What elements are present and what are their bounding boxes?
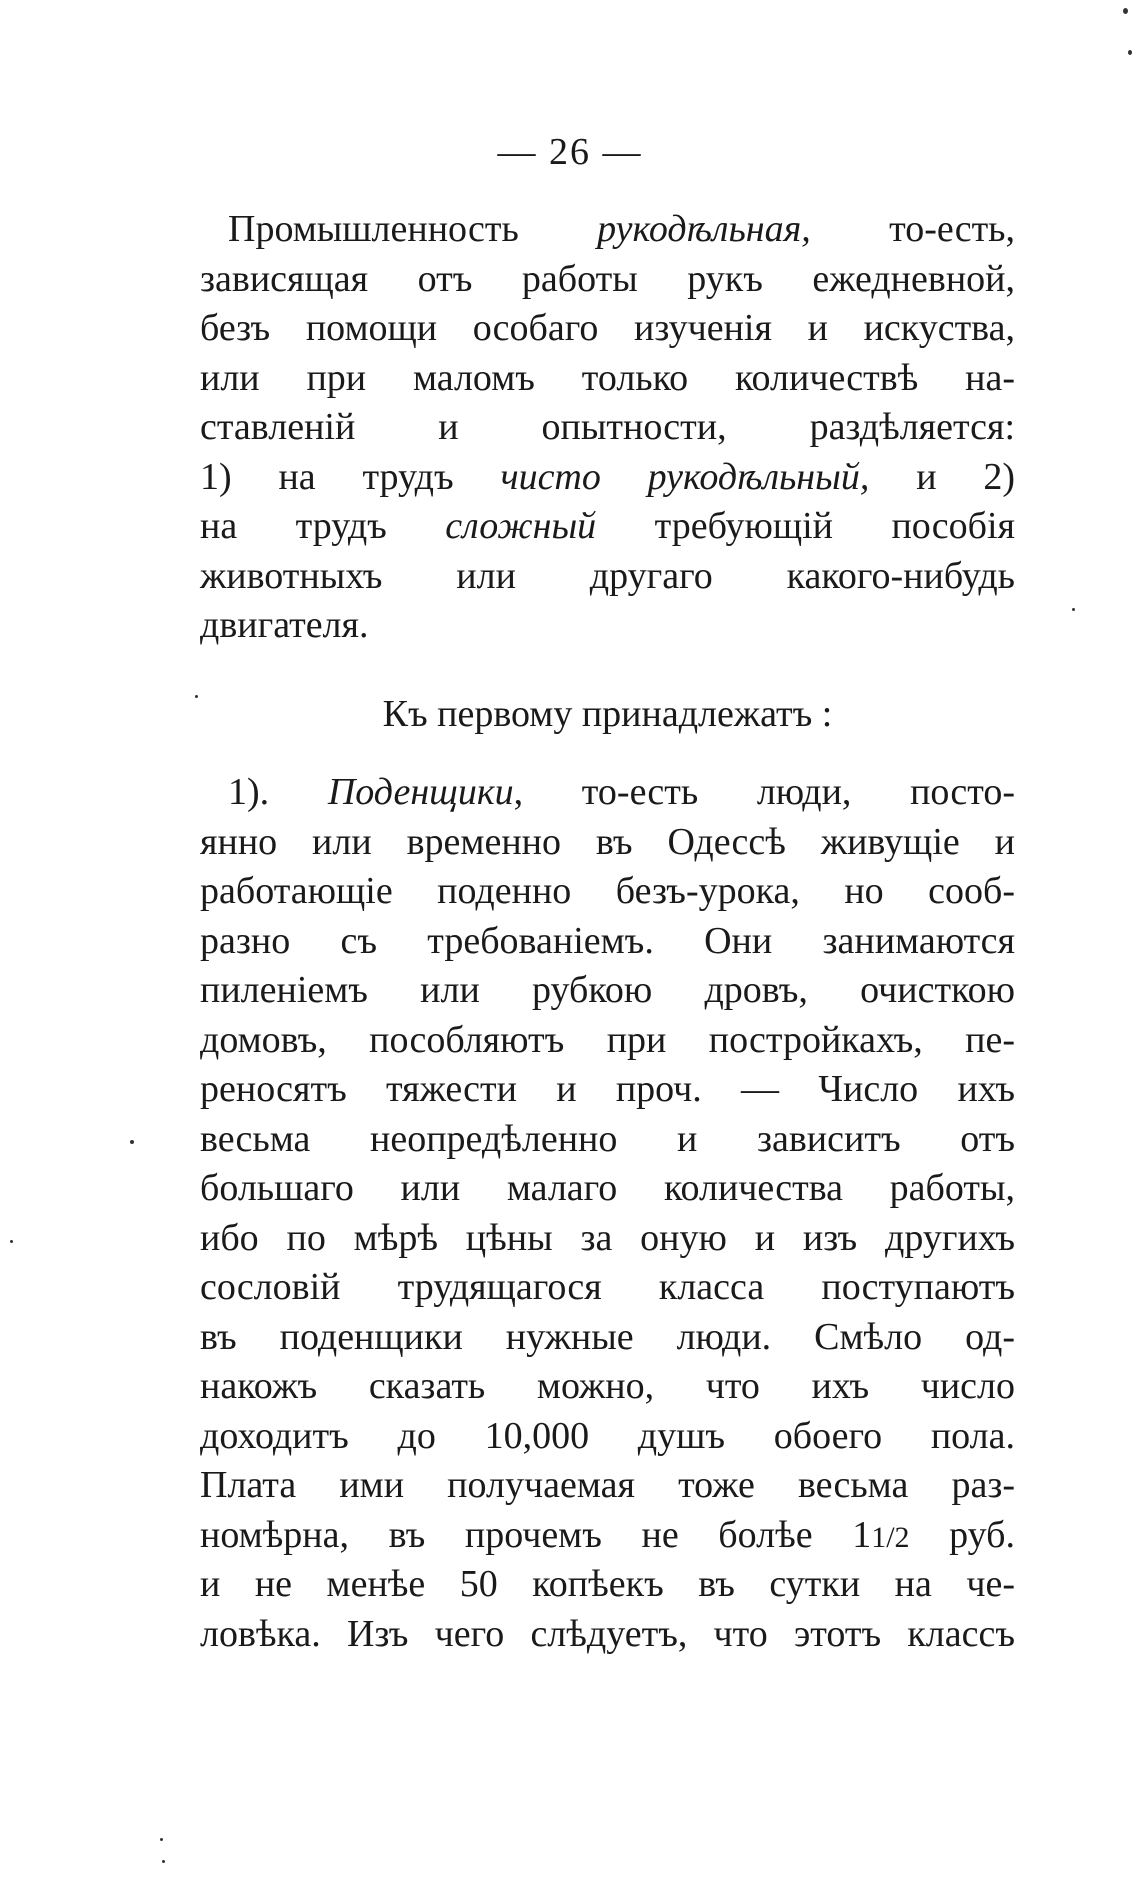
text-line: доходитъ до 10,000 душъ обоего пола. — [200, 1414, 1015, 1457]
emphasis: сложный — [445, 505, 597, 547]
text-line: ставленій и опытности, раздѣляется: — [200, 406, 1015, 448]
text-line: животныхъ или другаго какого-нибудь — [200, 554, 1015, 597]
scan-speck — [162, 1860, 165, 1863]
text-line: Промышленность рукодѣльная, то-есть, — [228, 208, 1016, 250]
text-line: весьма неопредѣленно и зависитъ отъ — [200, 1117, 1015, 1160]
page-number: — 26 — — [497, 131, 643, 173]
text-line: и не менѣе 50 копѣекъ въ сутки на че- — [200, 1563, 1015, 1605]
text-line: разно съ требованіемъ. Они занимаются — [200, 919, 1015, 962]
text-line: ловѣка. Изъ чего слѣдуетъ, что этотъ классъ — [200, 1612, 1015, 1655]
scan-speck — [195, 695, 198, 698]
text-line: домовъ, пособляютъ при постройкахъ, пе- — [200, 1018, 1015, 1061]
text-line: сословій трудящагося класса поступаютъ — [200, 1266, 1015, 1308]
text-line: двигателя. — [200, 604, 369, 646]
text-line: или при маломъ только количествѣ на- — [200, 356, 1015, 399]
emphasis: Поденщики — [327, 771, 514, 813]
text-line: 1) на трудъ чисто рукодѣльный, и 2) — [200, 455, 1015, 498]
scan-speck — [1123, 8, 1128, 14]
scan-speck — [1072, 608, 1075, 611]
text-line: номѣрна, въ прочемъ не болѣе 11/2 руб. — [200, 1513, 1015, 1556]
text-line: большаго или малаго количества работы, — [200, 1167, 1015, 1209]
text-line: ибо по мѣрѣ цѣны за оную и изъ другихъ — [200, 1216, 1015, 1259]
text-line: реносятъ тяжести и проч. — Число ихъ — [200, 1068, 1015, 1110]
scan-speck — [130, 1140, 134, 1144]
section-heading: Къ первому принадлежатъ : — [382, 693, 833, 735]
scan-speck — [10, 1240, 13, 1243]
paragraph-day-laborers — [200, 768, 1015, 1659]
fraction: 1/2 — [871, 1520, 910, 1554]
text-line: на трудъ сложный требующій пособія — [200, 505, 1015, 547]
scan-speck — [160, 1838, 163, 1841]
text-line: зависящая отъ работы рукъ ежедневной, — [200, 257, 1015, 300]
text-line: Плата ими получаемая тоже весьма раз- — [200, 1464, 1015, 1506]
scan-speck — [1128, 50, 1132, 55]
text-line: работающіе поденно безъ-урока, но сооб- — [200, 870, 1015, 912]
paragraph-industry — [200, 205, 1015, 651]
text-line: янно или временно въ Одессѣ живущіе и — [200, 820, 1015, 863]
text-line: въ поденщики нужные люди. Смѣло од- — [200, 1315, 1015, 1358]
emphasis: чисто рукодѣльный, — [500, 455, 870, 498]
text-line: 1). Поденщики, то-есть люди, посто- — [228, 771, 1016, 813]
text-line: безъ помощи особаго изученія и искуства, — [200, 307, 1015, 349]
text-line: пиленіемъ или рубкою дровъ, очисткою — [200, 969, 1015, 1011]
emphasis: рукодѣльная, — [597, 208, 811, 250]
text-line: накожъ сказать можно, что ихъ число — [200, 1365, 1015, 1407]
